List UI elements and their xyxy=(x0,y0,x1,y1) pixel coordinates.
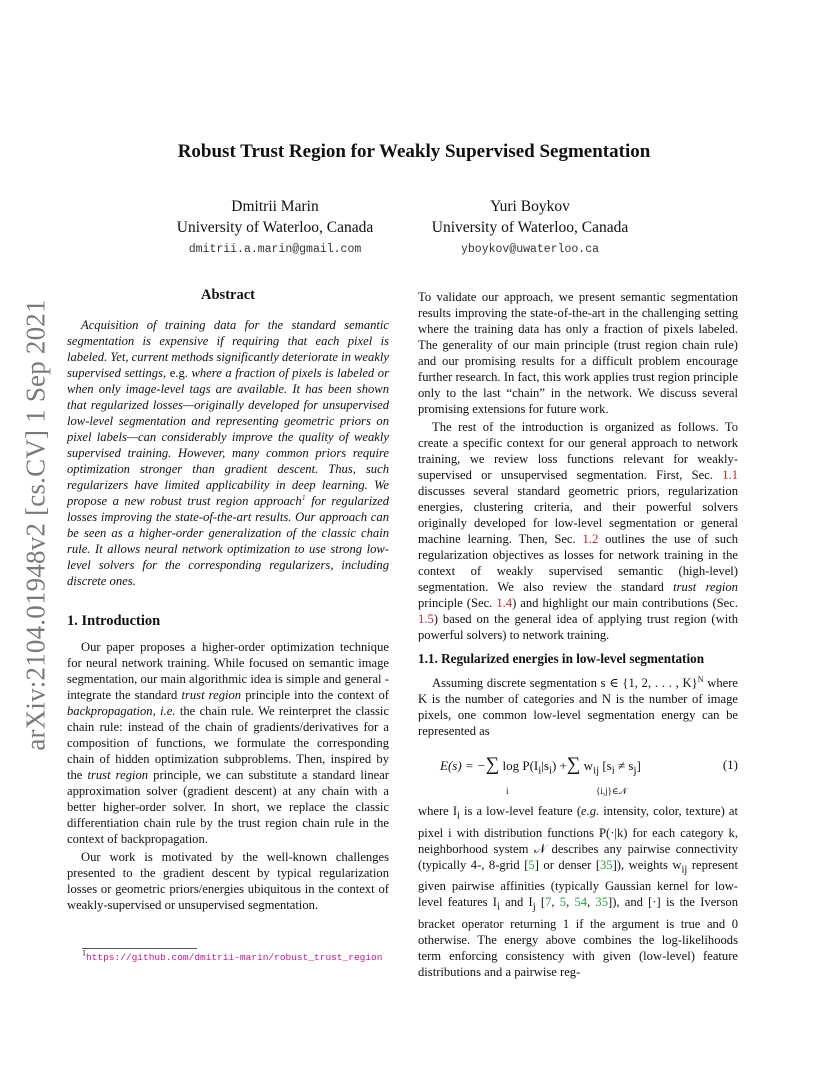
author-email: yboykov@uwaterloo.ca xyxy=(460,243,600,256)
left-column xyxy=(67,287,389,913)
citation-link[interactable]: 5 xyxy=(559,895,567,910)
footnote-divider xyxy=(82,948,197,949)
abstract-text: Acquisition of training data for the standard semantic segmentation is expensive if requiring that each pixel is labeled. Yet, current methods significantly deteriorate in weakly supervised settings, e.g. where a fraction of pixels is labeled or when only image-level tags are available. It has been shown that regularized losses—originally developed for unsupervised low-level segmentation and representing geometric priors on pixel labels—can considerably improve the quality of weakly supervised training. However, many common priors require optimization stronger than gradient descent. Thus, such regularizers have limited applicability in deep learning. We propose a new robust trust region approach$^1$ for regularized losses improving the state-of-the-art results. Our approach can be seen as a higher-order generalization of the classic chain rule. It allows neural network optimization to use strong low-level solvers for the corresponding regularizers, including discrete ones. xyxy=(67,318,389,588)
abstract-heading: Abstract xyxy=(201,287,255,303)
author-block-1 xyxy=(150,196,400,260)
author-block-2 xyxy=(405,196,655,260)
section-ref-link[interactable]: 1.1 xyxy=(722,468,738,482)
author-email: dmitrii.a.marin@gmail.com xyxy=(188,243,362,256)
arxiv-sidebar-stamp xyxy=(14,290,58,760)
paper-title: Robust Trust Region for Weakly Supervised Segmentation xyxy=(177,141,651,162)
citation-link[interactable]: 54 xyxy=(574,895,588,910)
section-ref-link[interactable]: 1.2 xyxy=(582,532,599,546)
right-column xyxy=(418,289,738,980)
citation-link[interactable]: 5 xyxy=(528,857,535,872)
equation-1: E(s) = −∑ $\log P(I_i|s_i)$ +∑ $w_{ij}$ $[s_i \ne s_j]$ i {i,j}∈𝒩 (1) xyxy=(440,754,738,796)
author-affiliation: University of Waterloo, Canada xyxy=(176,219,374,236)
intro-paragraph-1: Our paper proposes a higher-order optimization technique for neural network training. While focused on semantic image segmentation, our main algorithmic idea is simple and general - integrate the standard trust region principle into the context of backpropagation, i.e. the chain rule. We reinterpret the classic chain rule: instead of the chain of gradients/derivatives for a composition of functions, we formulate the corresponding chain of hidden optimization subproblems. Then, inspired by the trust region principle, we can substitute a standard linear approximation solver (gradient descent) at any chain with a better higher-order solver. In short, we replace the classic differentiation chain rule by the trust region chain rule in the context of backpropagation. xyxy=(67,640,390,846)
right-paragraph-1: To validate our approach, we present semantic segmentation results improving the state-of-the-art in the challenging setting where the training data has only a fraction of pixels labeled. The generality of our main principle (trust region chain rule) and our promising results for a difficult problem encourage further research. In fact, this work applies trust region principle only to the last “chain” in the network. We discuss several promising extensions for future work. xyxy=(418,290,738,416)
author-name: Yuri Boykov xyxy=(490,198,570,215)
citation-link[interactable]: 35 xyxy=(600,857,613,872)
right-paragraph-2: The rest of the introduction is organized as follows. To create a specific context for our general approach to network training, we review loss functions relevant for weakly-supervised or unsupervised segmentation. First, Sec. 1.1 discusses several standard geometric priors, regularization energies, clustering criteria, and their powerful solvers originally developed for low-level segmentation or general machine learning. Then, Sec. 1.2 outlines the use of such regularization objectives as losses for network training in the context of weakly supervised semantic (high-level) segmentation. We also review the standard trust region principle (Sec. 1.4) and highlight our main contributions (Sec. 1.5) based on the general idea of applying trust region (with powerful solvers) to network training. xyxy=(418,420,738,642)
footnote: $^1$https://github.com/dmitrii-marin/robust_trust_region xyxy=(82,948,383,963)
intro-paragraph-2: Our work is motivated by the well-known challenges presented to the gradient descent by typical regularization losses or geometric priors/energies ubiquitous in the context of weakly-supervised or unsupervised segmentation. xyxy=(67,850,389,912)
author-name: Dmitrii Marin xyxy=(231,198,319,215)
author-affiliation: University of Waterloo, Canada xyxy=(431,219,629,236)
footnote-marker[interactable]: 1 xyxy=(301,492,306,502)
footnote-url-link[interactable]: https://github.com/dmitrii-marin/robust_trust_region xyxy=(86,952,383,963)
citation-link[interactable]: 35 xyxy=(595,895,608,910)
equation-number: (1) xyxy=(722,757,738,772)
subsection-heading: 1.1. Regularized energies in low-level segmentation xyxy=(418,651,705,666)
section-ref-link[interactable]: 1.5 xyxy=(418,612,434,626)
right-paragraph-4: where $I_i$ is a low-level feature (e.g. intensity, color, texture) at pixel i with distribution functions P(·|k) for each category k, neighborhood system 𝒩 describes any pairwise connectivity (typically 4-, 8-grid [5] or denser [35]), weights $w_{ij}$ represent given pairwise affinities (typically Gaussian kernel for low-level features $I_i$ and $I_j$ [7, 5, 54, 35]), and [·] is the Iverson bracket operator returning 1 if the argument is true and 0 otherwise. The energy above combines the log-likelihoods term enforcing consistency with given (low-level) feature distributions and a pairwise reg- xyxy=(418,804,739,979)
citation-link[interactable]: 7 xyxy=(545,895,552,910)
section-heading-introduction: 1. Introduction xyxy=(67,613,161,629)
right-paragraph-3: Assuming discrete segmentation s ∈ {1, 2, . . . , K}$^N$ where K is the number of categories and N is the number of image pixels, one common low-level segmentation energy can be represented as xyxy=(418,674,738,738)
section-ref-link[interactable]: 1.4 xyxy=(496,596,513,610)
arxiv-identifier: arXiv:2104.01948v2 [cs.CV] 1 Sep 2021 xyxy=(20,299,51,751)
